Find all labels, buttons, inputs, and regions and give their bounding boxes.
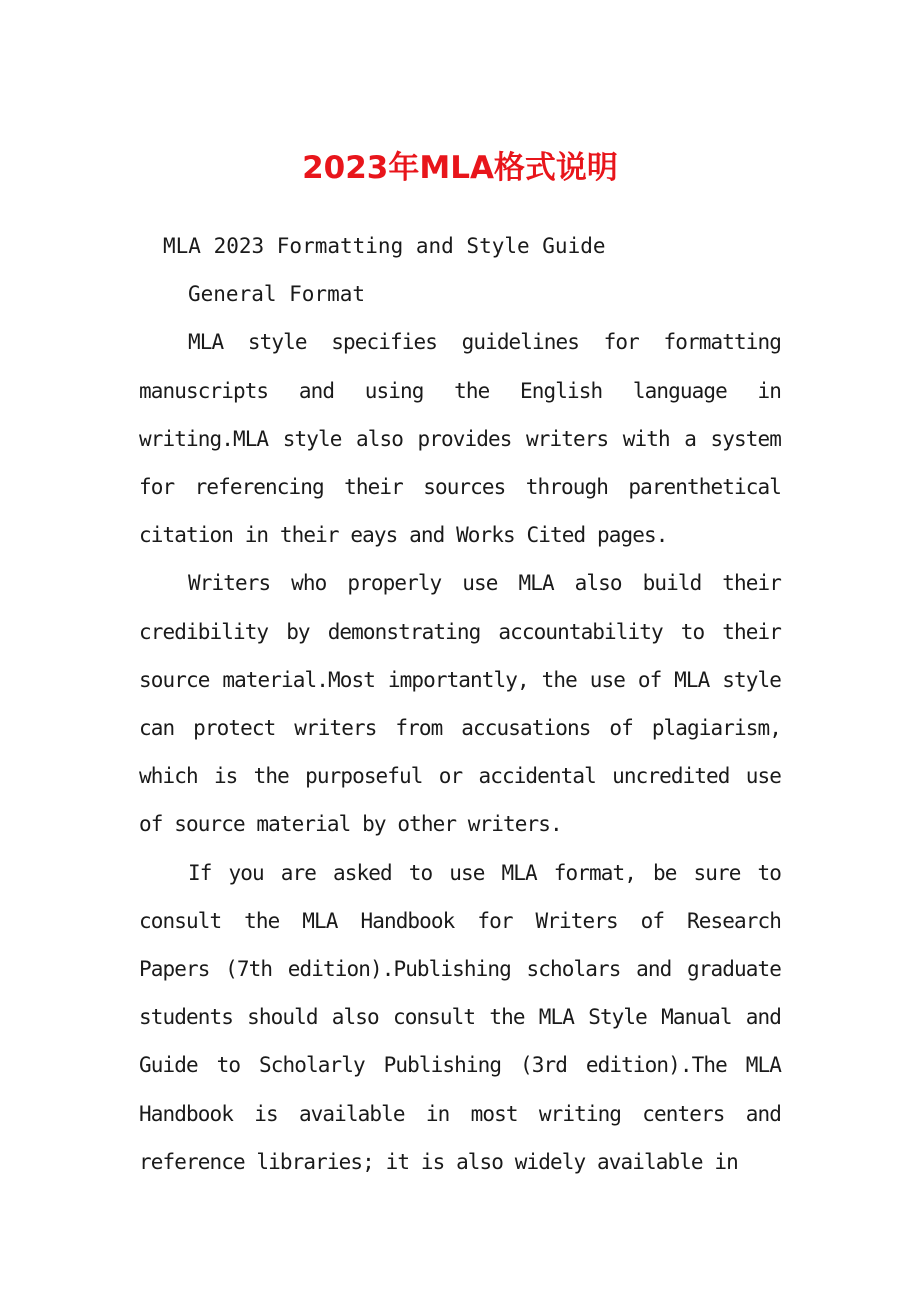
section-heading: General Format [188, 282, 366, 307]
guide-subtitle: MLA 2023 Formatting and Style Guide [163, 234, 606, 258]
paragraph-handbook: If you are asked to use MLA format, be sure to consult the MLA Handbook for Writers of Research Papers (7th edition).Publishing scholars and graduate students should also consult the MLA Style Manual and Guide to Scholarly Publishing (3rd edition).The MLA Handbook is available in most writing centers and reference libraries; it is also widely available in [139, 860, 781, 1174]
document-body [139, 222, 781, 1186]
paragraph-credibility: Writers who properly use MLA also build their credibility by demonstrating accountability to their source material.Most importantly, the use of MLA style can protect writers from accusations of plagiarism, which is the purposeful or accidental uncredited use of source material by other writers. [139, 571, 781, 837]
paragraph-intro: MLA style specifies guidelines for formatting manuscripts and using the English language in writing.MLA style also provides writers with a system for referencing their sources through parenthetical citation in their eays and Works Cited pages. [139, 330, 781, 548]
page-title: 2023年MLA格式说明 [302, 150, 618, 186]
